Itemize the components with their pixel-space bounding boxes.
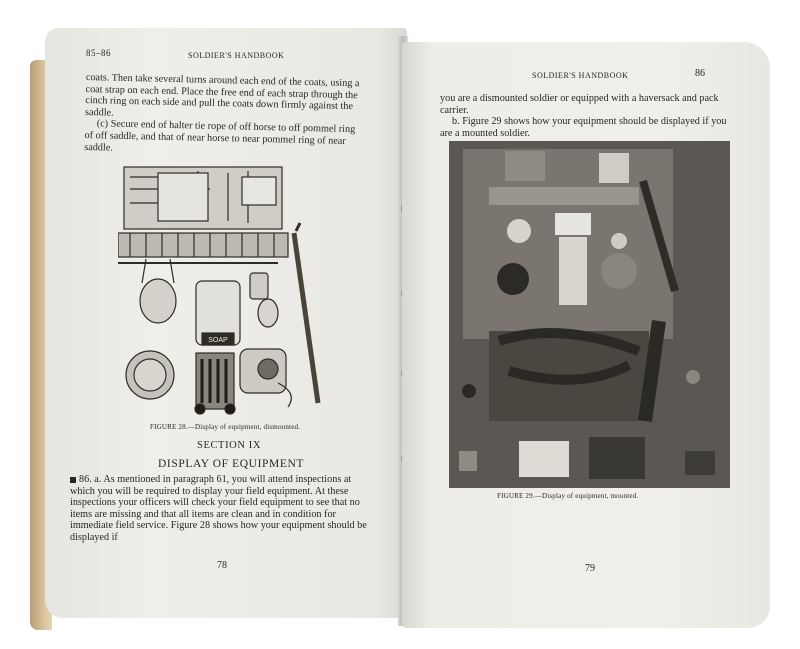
pack-item xyxy=(505,151,545,181)
brush-right xyxy=(685,451,715,475)
tin-cup xyxy=(507,219,531,243)
cartridge-belt xyxy=(118,233,288,257)
canteen xyxy=(258,299,278,327)
left-paragraph-1: coats. Then take several turns around each end of the coats, using a coat strap on each end. Place the free end of each strap through the cinch ring on each side and pull the coats down firmly against the saddle. xyxy=(84,72,360,119)
figure-28-caption: FIGURE 28.—Display of equipment, dismounted. xyxy=(150,423,301,431)
soap-label: SOAP xyxy=(208,337,228,344)
section-title: DISPLAY OF EQUIPMENT xyxy=(158,458,304,470)
right-running-head: SOLDIER'S HANDBOOK xyxy=(532,71,629,80)
gas-mask-lens xyxy=(258,359,278,379)
paragraph-marker-icon xyxy=(70,477,76,483)
rifle-muzzle xyxy=(296,223,300,231)
canteen-cup xyxy=(611,233,627,249)
cartridge-belt-photo xyxy=(489,187,639,205)
carrier-wheel-left xyxy=(195,404,205,414)
figure-29-photograph xyxy=(449,141,730,488)
left-text-top xyxy=(84,72,366,159)
mess-kit-photo xyxy=(601,253,637,289)
toilet-kit xyxy=(555,213,591,235)
left-running-head: SOLDIER'S HANDBOOK xyxy=(188,51,285,60)
figure-28-illustration xyxy=(118,163,334,416)
left-paragraph-2: (c) Secure end of halter tie rope of off horse to off pommel ring of off saddle, and that of near horse to near pommel ring of near saddle. xyxy=(84,118,356,154)
right-page-number: 86 xyxy=(695,68,705,79)
left-folio: 78 xyxy=(217,560,227,571)
right-paragraph-1: you are a dismounted soldier or equipped with a haversack and pack carrier. xyxy=(440,93,719,116)
left-text-bottom xyxy=(70,474,370,544)
white-item xyxy=(599,153,629,183)
helmet-inner xyxy=(134,359,166,391)
figure-29-caption: FIGURE 29.—Display of equipment, mounted. xyxy=(497,492,639,500)
rifle xyxy=(294,233,318,403)
shirt xyxy=(158,173,208,221)
small-item-right xyxy=(686,370,700,384)
right-folio: 79 xyxy=(585,563,595,574)
blanket-photo xyxy=(589,437,645,479)
right-text-top xyxy=(440,93,740,139)
towel-photo xyxy=(519,441,569,477)
towel xyxy=(242,177,276,205)
small-item-left xyxy=(462,384,476,398)
toothbrush-set xyxy=(559,237,587,305)
first-aid-pouch xyxy=(250,273,268,299)
left-page-range: 85–86 xyxy=(86,48,111,58)
carrier-wheel-right xyxy=(225,404,235,414)
brush-left xyxy=(459,451,477,471)
paragraph-86: 86. a. As mentioned in paragraph 61, you will attend inspections at which you will be required to display your field equipment. At these inspections your officers will check your field equipment to see that no items are missing and that all items are clean and in condition for immediate field service. Figure 28 shows how your equipment should be displayed if xyxy=(70,474,367,543)
right-paragraph-2: b. Figure 29 shows how your equipment should be displayed if you are a mounted soldier. xyxy=(440,116,727,139)
section-number: SECTION IX xyxy=(197,440,262,451)
mess-kit xyxy=(140,279,176,323)
helmet-photo xyxy=(497,263,529,295)
